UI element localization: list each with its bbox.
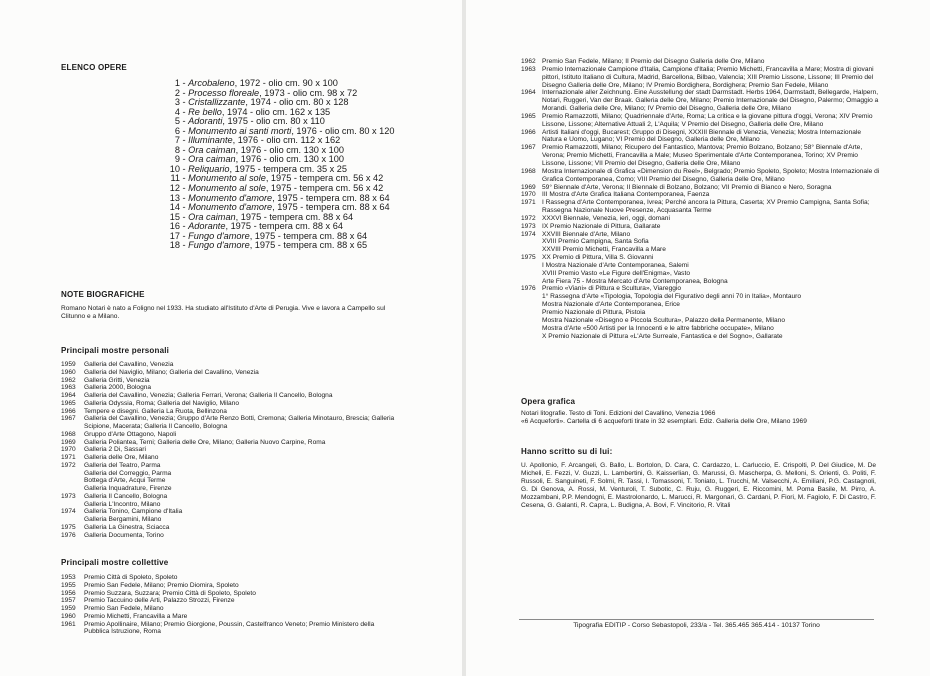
entry-text [84, 454, 396, 462]
entry-year: 1963 [61, 384, 76, 392]
work-title: Adorante [188, 221, 226, 232]
entry-line: Galleria 2 Di, Sassari [84, 446, 146, 454]
entry-year: 1967 [521, 144, 536, 152]
entry-year: 1966 [521, 128, 536, 136]
entry-line: Galleria del Naviglio, Milano; Galleria del Cavallino, Venezia [84, 368, 259, 376]
entry-line: Premio Suzzara, Suzzara; Premio Città di Spoleto, Spoleto [84, 589, 256, 597]
written-heading: Hanno scritto su di lui: [521, 447, 613, 456]
bio-text: Romano Notari è nato a Foligno nel 1933. Ha studiato all'Istituto d'Arte di Perugia. Vive e lavora a Campello sul Clitunno e a Milano. [61, 305, 386, 321]
entry-year: 1962 [61, 376, 76, 384]
work-title: Adoranti [188, 116, 223, 127]
entry-line: Gruppo d'Arte Ottagono, Napoli [84, 430, 177, 438]
entry-year: 1969 [521, 183, 536, 191]
work-number: 18 [169, 240, 180, 251]
work-item: 2 - Processo floreale, 1973 - olio cm. 98 x 72 [163, 89, 395, 99]
entry-text [84, 384, 396, 392]
collective-heading: Principali mostre collettive [61, 558, 169, 567]
work-number: 16 [169, 221, 180, 232]
entry-year: 1962 [521, 58, 536, 65]
work-number: 6 [174, 125, 180, 136]
grafica-heading: Opera grafica [521, 397, 576, 406]
entry-line: Premio «Viani» di Pittura e Scultura», Viareggio [542, 285, 682, 293]
entry-line: Galleria Inquadrature, Firenze [84, 485, 172, 492]
entry-year: 1953 [61, 574, 76, 581]
entry-line: Premio Ramazzotti, Milano; Quadriennale d'Arte, Roma; La critica e la giovane pittura d'oggi, Verona; XIV Premio Lissone, Lissone; Alternative Attuali 2, L'Aquila; V Premio del Disegno, Galleria delle Ore, Milano [542, 112, 873, 128]
work-details: , 1975 - tempera cm. 35 x 25 [229, 163, 348, 174]
work-item: 3 - Cristallizzante, 1974 - olio cm. 80 x 128 [163, 98, 395, 108]
entry-line: III Mostra d'Arte Grafica Italiana Contemporanea, Faenza [542, 191, 710, 199]
work-title: Arcobaleno [188, 78, 235, 88]
collective-exhibition-entry [521, 184, 881, 192]
entry-line: XVIII Premio Vasto «Le Figure dell'Enigma», Vasto [542, 269, 690, 277]
collective-exhibition-entry [521, 89, 881, 113]
work-title: Monumento ai santi morti [188, 125, 292, 136]
work-item: 12 - Monumento al sole, 1975 - tempera cm. 56 x 42 [163, 184, 395, 194]
entry-line: Mostra Nazionale «Disegno e Piccola Scultura», Palazzo della Permanente, Milano [542, 316, 785, 324]
entry-line: Mostra d'Arte «500 Artisti per la Innocenti e le altre fabbriche occupate», Milano [542, 324, 774, 332]
entry-year: 1970 [61, 446, 76, 454]
entry-text [84, 493, 396, 509]
personal-exhibition-entry [61, 462, 396, 493]
collective-exhibition-entry [61, 613, 396, 621]
entry-year: 1973 [61, 492, 76, 500]
works-list [163, 79, 395, 251]
entry-line: Galleria Il Cancello, Bologna [84, 492, 168, 500]
work-details: , 1975 - tempera cm. 88 x 64 [272, 192, 390, 203]
entry-year: 1963 [521, 65, 536, 73]
entry-year: 1975 [61, 523, 76, 531]
collective-exhibition-entry [521, 199, 881, 215]
entry-year: 1959 [61, 605, 76, 612]
entry-line: 1° Rassegna d'Arte «Tipologia, Topologia del Figurativo degli anni 70 in Italia», Montauro [542, 293, 802, 301]
entry-year: 1960 [61, 368, 76, 376]
work-details: , 1974 - olio cm. 162 x 135 [221, 106, 331, 117]
work-item: 4 - Re bello, 1974 - olio cm. 162 x 135 [163, 108, 395, 118]
entry-line: Galleria del Cavallino, Venezia; Gruppo d'Arte Renzo Botti, Cremona; Galleria Minotauro, Brescia; Galleria Scipione, Macerata; Galleria Il Cancello, Bologna [84, 415, 395, 430]
entry-line: Galleria del Cavallino, Venezia; Galleria Ferrari, Verona; Galleria Il Cancello, Bologna [84, 392, 333, 399]
work-number: 8 [174, 144, 180, 155]
entry-text [542, 129, 881, 145]
entry-line: Premio Ramazzotti, Milano; Ricupero del Fantastico, Mantova; Premio Bolzano, Bolzano; 58° Biennale d'Arte, Verona; Premio Michetti, Francavilla a Male; Museo Sperimentale d'Arte Contemporanea, Torino; XV Premio Lissone, Lissone; VII Premio del Disegno, Galleria delle Ore, Milano [542, 144, 863, 167]
entry-text [84, 361, 396, 369]
entry-line: Mostra Internazionale di Grafica «Dimension du Reel», Belgrado; Premio Spoleto, Spoleto; Mostra Internazionale di Grafica Contemporanea, Como; VIII Premio del Disegno, Galleria delle Ore, Milano [542, 167, 880, 183]
collective-exhibition-entry [521, 144, 881, 168]
work-item: 18 - Fungo d'amore, 1975 - tempera cm. 88 x 65 [163, 241, 395, 251]
entry-year: 1972 [61, 461, 76, 469]
entry-line: Premio San Fedele, Milano [84, 605, 164, 612]
work-title: Ora caiman [188, 154, 236, 165]
grafica-line: Notari litografie. Testo di Toni. Edizioni del Cavallino, Venezia 1966 [521, 410, 716, 417]
personal-exhibition-entry [61, 493, 396, 509]
entry-text [542, 285, 881, 340]
work-number: 4 [174, 106, 180, 117]
work-details: , 1976 - olio cm. 80 x 120 [291, 125, 395, 136]
entry-text [542, 215, 881, 223]
personal-exhibition-entry [61, 439, 396, 447]
entry-line: Galleria L'Incontro, Milano [84, 500, 161, 508]
entry-line: Galleria Poliantea, Terni; Galleria delle Ore, Milano; Galleria Nuovo Carpine, Roma [84, 438, 326, 446]
entry-text [542, 144, 881, 168]
entry-line: Galleria 2000, Bologna [84, 384, 152, 392]
entry-text [84, 400, 396, 408]
bio-heading: NOTE BIOGRAFICHE [61, 290, 145, 299]
entry-line: Galleria Gritti, Venezia [84, 376, 150, 384]
entry-line: Galleria del Cavallino, Venezia [84, 361, 174, 368]
entry-line: X Premio Nazionale di Pittura «L'Arte Surreale, Fantastica e del Sogno», Gallarate [542, 332, 783, 340]
entry-year: 1957 [61, 597, 76, 605]
work-details: , 1975 - tempera cm. 88 x 64 [225, 221, 343, 232]
entry-text [542, 66, 881, 90]
work-title: Fungo d'amore [188, 240, 250, 251]
entry-text [542, 184, 881, 192]
entry-year: 1966 [61, 407, 76, 415]
work-details: , 1975 - tempera cm. 88 x 64 [249, 230, 368, 241]
entry-line: Premio San Fedele, Milano; Premio Diomira, Spoleto [84, 581, 239, 589]
entry-year: 1970 [521, 191, 536, 199]
entry-year: 1974 [521, 230, 536, 238]
personal-exhibition-entry [61, 508, 396, 524]
personal-heading: Principali mostre personali [61, 346, 170, 355]
entry-text [84, 377, 396, 385]
personal-exhibitions-list [61, 361, 396, 539]
entry-text [84, 605, 396, 613]
work-title: Reliquario [188, 163, 230, 174]
personal-exhibition-entry [61, 400, 396, 408]
entry-line: Bottega d'Arte, Acqui Terme [84, 477, 166, 485]
grafica-text [521, 410, 881, 426]
work-item: 10 - Reliquario, 1975 - tempera cm. 35 x 25 [163, 165, 395, 175]
work-details: , 1975 - tempera cm. 56 x 42 [265, 173, 384, 184]
entry-text [84, 524, 396, 532]
entry-line: Premio Nazionale di Pittura, Pistoia [542, 309, 646, 316]
work-title: Fungo d'amore [188, 230, 250, 241]
work-title: Monumento d'amore [188, 202, 273, 213]
personal-exhibition-entry [61, 532, 396, 540]
work-number: 14 [169, 202, 180, 213]
entry-text [84, 408, 396, 416]
work-item: 11 - Monumento al sole, 1975 - tempera cm. 56 x 42 [163, 174, 395, 184]
work-item: 8 - Ora caiman, 1976 - olio cm. 130 x 100 [163, 146, 395, 156]
work-title: Monumento d'amore [188, 192, 273, 203]
entry-line: XXXVI Biennale, Venezia, ieri, oggi, domani [542, 214, 670, 222]
entry-text [542, 168, 881, 184]
entry-line: Galleria delle Ore, Milano [84, 454, 159, 461]
entry-year: 1965 [521, 112, 536, 120]
written-text: U. Apollonio, F. Arcangeli, G. Ballo, L. Bortolon, D. Cara, C. Cardazzo, L. Carluccio, E. Crispolti, P. Del Giudice, M. De Micheli, E. Fezzi, V. Guzzi, L. Lambertini, G. Kaisserlian, G. Marussi, G. Mascherpa, G. Melloni, S. Orienti, G. Politi, F. Russoli, E. Sanguineti, F. Solmi, R. Tassi, I. Tomassoni, T. Toniato, L. Trucchi, M. Valsecchi, A. Emiliani, P.G. Castagnoli, G. Di Genova, A. Rossi, M. Venturoli, T. Subotic, C. Ruju, G. Ruggeri, E. Riccomini, M. Poma Basile, M. Pirro, A. Mozzambani, P.P. Mendogni, E. Mastrolonardo, L. Marucci, R. Margonari, G. Cardani, P. Fiori, M. Fagiolo, F. Di Castro, F. Cesena, G. Galanti, R. Capra, L. Budigna, A. Bovi, F. Vincitorio, R. Vitali [521, 462, 876, 510]
personal-exhibition-entry [61, 431, 396, 439]
work-item: 14 - Monumento d'amore, 1975 - tempera cm. 88 x 64 [163, 203, 395, 213]
work-details: , 1975 - olio cm. 80 x 110 [222, 116, 325, 127]
entry-line: XXVIII Premio Michetti, Francavilla a Mare [542, 246, 666, 254]
work-number: 17 [169, 230, 180, 241]
entry-line: Internazionale aller Zeichnung. Eine Ausstellung der stadt Darmstadt. Herbs 1964, Darmstadt, Bellegarde, Halpern, Notari, Ruggeri, Van der Braak. Galleria delle Ore, Milano; Premio Internazionale del Disegno, Palermo; Omaggio a Morandi. Galleria delle Ore, Milano; IV Premio del Disegno, Galleria delle Ore, Milano [542, 89, 879, 113]
entry-year: 1961 [61, 620, 76, 628]
personal-exhibition-entry [61, 392, 396, 400]
personal-exhibition-entry [61, 446, 396, 454]
entry-year: 1968 [61, 430, 76, 438]
collective-exhibition-entry [521, 58, 881, 66]
entry-text [84, 508, 396, 524]
collective-exhibition-entry [521, 285, 881, 340]
work-number: 1 [174, 78, 180, 88]
work-details: , 1976 - olio cm. 130 x 100 [235, 144, 344, 155]
collective-exhibition-entry [521, 129, 881, 145]
entry-text [542, 191, 881, 199]
entry-line: Galleria La Ginestra, Sciacca [84, 523, 170, 531]
entry-text [84, 574, 396, 582]
work-item: 5 - Adoranti, 1975 - olio cm. 80 x 110 [163, 117, 395, 127]
entry-line: Galleria Documenta, Torino [84, 531, 164, 539]
work-details: , 1974 - olio cm. 80 x 128 [245, 97, 349, 108]
entry-text [84, 582, 396, 590]
collective-exhibition-entry [521, 168, 881, 184]
entry-year: 1968 [521, 167, 536, 175]
entry-year: 1956 [61, 589, 76, 597]
entry-line: I Mostra Nazionale d'Arte Contemporanea, Salemi [542, 261, 689, 269]
entry-text [84, 369, 396, 377]
entry-year: 1964 [61, 392, 76, 399]
work-title: Ora caiman [188, 211, 236, 222]
collective-exhibition-entry [521, 191, 881, 199]
entry-year: 1976 [61, 531, 76, 539]
entry-text [84, 439, 396, 447]
collective-exhibition-entry [61, 590, 396, 598]
work-number: 13 [169, 192, 180, 203]
entry-text [542, 113, 881, 129]
entry-year: 1960 [61, 612, 76, 620]
entry-text [542, 223, 881, 231]
work-details: , 1976 - olio cm. 112 x 162 [232, 135, 341, 146]
entry-line: IX Premio Nazionale di Pittura, Gallarate [542, 222, 661, 230]
entry-line: Premio Michetti, Francavilla a Mare [84, 612, 188, 620]
personal-exhibition-entry [61, 408, 396, 416]
work-details: , 1976 - olio cm. 130 x 100 [235, 154, 344, 165]
collective-exhibition-entry [61, 621, 396, 637]
personal-exhibition-entry [61, 524, 396, 532]
entry-line: Premio Apollinaire, Milano; Premio Giorgione, Poussin, Castelfranco Veneto; Premio Ministero della Pubblica Istruzione, Roma [84, 620, 375, 636]
entry-text [542, 199, 881, 215]
work-item: 13 - Monumento d'amore, 1975 - tempera cm. 88 x 64 [163, 194, 395, 204]
entry-year: 1971 [61, 454, 76, 461]
entry-line: Galleria del Teatro, Parma [84, 461, 161, 469]
entry-year: 1955 [61, 581, 76, 589]
entry-line: Premio Taccuino delle Arti, Palazzo Strozzi, Firenze [84, 597, 235, 605]
entry-text [542, 231, 881, 255]
work-item: 16 - Adorante, 1975 - tempera cm. 88 x 64 [163, 222, 395, 232]
personal-exhibition-entry [61, 415, 396, 431]
work-item: 17 - Fungo d'amore, 1975 - tempera cm. 88 x 64 [163, 232, 395, 242]
entry-line: Galleria Odyssia, Roma; Galleria del Naviglio, Milano [84, 399, 240, 407]
footer-rule [519, 619, 874, 620]
work-item: 15 - Ora caiman, 1975 - tempera cm. 88 x 64 [163, 213, 395, 223]
entry-line: Arte Fiera 75 - Mostra Mercato d'Arte Contemporanea, Bologna [542, 277, 728, 285]
work-number: 9 [174, 154, 180, 165]
entry-line: Galleria del Correggio, Parma [84, 469, 172, 477]
entry-line: Galleria Bergamini, Milano [84, 516, 162, 523]
entry-year: 1959 [61, 361, 76, 368]
entry-year: 1974 [61, 508, 76, 516]
works-heading: ELENCO OPERE [61, 63, 127, 72]
entry-line: Premio San Fedele, Milano; II Premio del Disegno Galleria delle Ore, Milano [542, 58, 765, 65]
work-item: 7 - Illuminante, 1976 - olio cm. 112 x 162 [163, 136, 395, 146]
entry-line: Artisti Italiani d'oggi, Bucarest; Gruppo di Disegni, XXXIII Biennale di Venezia, Venezia; Mostra Internazionale Natura e Uomo, Lugano; VI Premio del Disegno, Galleria delle Ore, Milano [542, 128, 862, 144]
work-title: Re bello [188, 106, 222, 117]
entry-text [84, 446, 396, 454]
entry-line: 59° Biennale d'Arte, Verona; II Biennale di Bolzano, Bolzano; VII Premio di Bianco e Nero, Soragna [542, 183, 832, 191]
entry-year: 1969 [61, 438, 76, 446]
work-title: Ora caiman [188, 144, 236, 155]
entry-line: Premio Città di Spoleto, Spoleto [84, 574, 178, 581]
entry-text [542, 89, 881, 113]
entry-year: 1972 [521, 214, 536, 222]
entry-text [542, 254, 881, 285]
grafica-line: «6 Acqueforti». Cartella di 6 acqueforti tirate in 32 esemplari. Ediz. Galleria delle Ore, Milano 1969 [521, 417, 807, 425]
entry-text [84, 621, 396, 637]
collective-exhibition-entry [521, 66, 881, 90]
entry-text [84, 392, 396, 400]
personal-exhibition-entry [61, 377, 396, 385]
work-title: Cristallizzante [188, 97, 246, 108]
entry-year: 1967 [61, 415, 76, 423]
work-title: Monumento al sole [188, 183, 266, 194]
entry-line: Premio Internazionale Campione d'Italia, Campione d'Italia; Premio Michetti, Francavilla a Mare; Mostra di giovani pittori, Istituto Italiano di Cultura, Madrid, Barcellona, Bilbao, Valencia; XIII Premio Lissone, Lissone; III Premio del Disegno Galleria delle Ore, Milano; IV Premio Bordighera, Bordighera; Premio San Fedele, Milano [542, 65, 874, 89]
work-title: Processo floreale [188, 87, 260, 98]
work-number: 7 [174, 135, 180, 146]
work-number: 3 [174, 97, 180, 108]
work-title: Illuminante [188, 135, 233, 146]
personal-exhibition-entry [61, 454, 396, 462]
printer-footer: Tipografia EDITIP - Corso Sebastopoli, 233/a - Tel. 365.465 365.414 - 10137 Torino [573, 622, 820, 629]
collective-exhibition-entry [521, 231, 881, 255]
entry-year: 1975 [521, 254, 536, 262]
entry-line: Tempere e disegni. Galleria La Ruota, Bellinzona [84, 407, 227, 415]
entry-year: 1965 [61, 399, 76, 407]
entry-text [84, 613, 396, 621]
collective-exhibition-entry [61, 605, 396, 613]
entry-year: 1964 [521, 89, 536, 97]
work-item: 1 - Arcobaleno, 1972 - olio cm. 90 x 100 [163, 79, 395, 89]
entry-text [84, 431, 396, 439]
collective-exhibition-entry [521, 113, 881, 129]
work-details: , 1975 - tempera cm. 88 x 64 [235, 211, 354, 222]
work-details: , 1975 - tempera cm. 88 x 65 [249, 240, 368, 251]
entry-year: 1973 [521, 222, 536, 230]
work-number: 2 [174, 87, 180, 98]
personal-exhibition-entry [61, 369, 396, 377]
work-details: , 1975 - tempera cm. 56 x 42 [265, 183, 384, 194]
entry-line: XX Premio di Pittura, Villa S. Giovanni [542, 254, 654, 262]
collective-exhibition-entry [521, 223, 881, 231]
collective-exhibition-entry [61, 582, 396, 590]
entry-text [84, 415, 396, 431]
work-number: 5 [174, 116, 180, 127]
entry-line: I Rassegna d'Arte Contemporanea, Ivrea; Perché ancora la Pittura, Caserta; XV Premio Campigna, Santa Sofia; Rassegna Nazionale Nuove Presenze, Acquasanta Terme [542, 199, 870, 215]
work-title: Monumento al sole [188, 173, 266, 184]
work-item: 6 - Monumento ai santi morti, 1976 - olio cm. 80 x 120 [163, 127, 395, 137]
work-item: 9 - Ora caiman, 1976 - olio cm. 130 x 100 [163, 155, 395, 165]
work-number: 12 [169, 183, 180, 194]
work-details: , 1972 - olio cm. 90 x 100 [234, 78, 338, 88]
work-details: , 1973 - olio cm. 98 x 72 [259, 87, 358, 98]
work-number: 10 [169, 163, 180, 174]
entry-line: Mostra Nazionale d'Arte Contemporanea, Erice [542, 301, 680, 309]
entry-text [84, 590, 396, 598]
work-number: 15 [169, 211, 180, 222]
collective-exhibitions-continued [521, 58, 881, 340]
entry-text [542, 58, 881, 66]
collective-exhibition-entry [521, 254, 881, 285]
collective-exhibition-entry [61, 574, 396, 582]
entry-text [84, 462, 396, 493]
entry-line: XXVIII Biennale d'Arte, Milano [542, 230, 631, 238]
collective-exhibition-entry [61, 597, 396, 605]
work-details: , 1975 - tempera cm. 88 x 64 [272, 202, 390, 213]
entry-text [84, 597, 396, 605]
work-number: 11 [170, 173, 180, 184]
personal-exhibition-entry [61, 384, 396, 392]
entry-text [84, 532, 396, 540]
collective-exhibitions-list [61, 574, 396, 636]
entry-year: 1971 [521, 199, 536, 207]
collective-exhibition-entry [521, 215, 881, 223]
entry-line: XVIII Premio Campigna, Santa Sofia [542, 238, 649, 246]
entry-line: Galleria Tonino, Campione d'Italia [84, 508, 183, 516]
personal-exhibition-entry [61, 361, 396, 369]
entry-year: 1976 [521, 285, 536, 293]
